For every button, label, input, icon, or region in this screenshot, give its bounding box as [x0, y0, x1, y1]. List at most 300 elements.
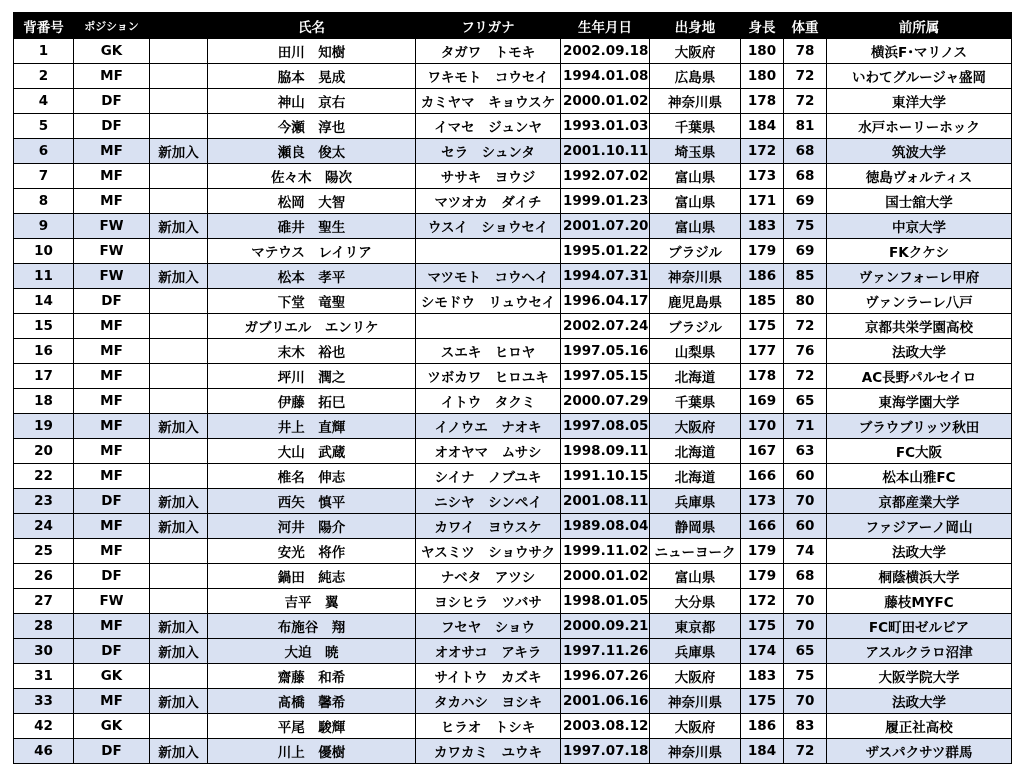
- player-status: [150, 189, 208, 214]
- player-status: 新加入: [150, 264, 208, 289]
- player-position: MF: [74, 464, 150, 489]
- player-number: 15: [14, 314, 74, 339]
- player-status: 新加入: [150, 614, 208, 639]
- player-number: 42: [14, 714, 74, 739]
- player-weight: 69: [784, 239, 827, 264]
- table-row: [14, 489, 1012, 514]
- player-previous-club: 履正社高校: [827, 714, 1012, 739]
- player-name: 西矢 慎平: [208, 489, 416, 514]
- player-furigana: ナベタ アツシ: [416, 564, 561, 589]
- player-name: 川上 優樹: [208, 739, 416, 764]
- player-height: 186: [741, 264, 784, 289]
- player-position: MF: [74, 164, 150, 189]
- player-name: 齋藤 和希: [208, 664, 416, 689]
- table-row: [14, 139, 1012, 164]
- player-name: 布施谷 翔: [208, 614, 416, 639]
- player-previous-club: ブラウブリッツ秋田: [827, 414, 1012, 439]
- player-height: 173: [741, 489, 784, 514]
- roster-body: [14, 39, 1012, 764]
- header-row: [14, 13, 1012, 39]
- player-status: 新加入: [150, 214, 208, 239]
- player-birthdate: 1998.01.05: [561, 589, 650, 614]
- player-height: 183: [741, 214, 784, 239]
- player-number: 33: [14, 689, 74, 714]
- player-position: MF: [74, 689, 150, 714]
- player-status: 新加入: [150, 639, 208, 664]
- player-status: [150, 314, 208, 339]
- player-height: 175: [741, 314, 784, 339]
- player-height: 171: [741, 189, 784, 214]
- player-weight: 70: [784, 489, 827, 514]
- player-position: MF: [74, 189, 150, 214]
- player-previous-club: 東洋大学: [827, 89, 1012, 114]
- player-status: [150, 114, 208, 139]
- player-status: [150, 464, 208, 489]
- player-height: 185: [741, 289, 784, 314]
- player-status: [150, 289, 208, 314]
- player-birthdate: 1994.07.31: [561, 264, 650, 289]
- player-birthplace: 富山県: [650, 214, 741, 239]
- player-weight: 68: [784, 164, 827, 189]
- player-number: 16: [14, 339, 74, 364]
- player-height: 169: [741, 389, 784, 414]
- player-birthplace: 富山県: [650, 164, 741, 189]
- player-birthdate: 2002.07.24: [561, 314, 650, 339]
- player-weight: 80: [784, 289, 827, 314]
- player-birthdate: 1996.07.26: [561, 664, 650, 689]
- player-number: 4: [14, 89, 74, 114]
- player-position: MF: [74, 414, 150, 439]
- player-previous-club: 東海学園大学: [827, 389, 1012, 414]
- player-birthplace: ブラジル: [650, 239, 741, 264]
- player-weight: 70: [784, 614, 827, 639]
- table-row: [14, 589, 1012, 614]
- player-previous-club: 筑波大学: [827, 139, 1012, 164]
- player-birthplace: ブラジル: [650, 314, 741, 339]
- table-row: [14, 39, 1012, 64]
- player-status: [150, 89, 208, 114]
- player-name: 佐々木 陽次: [208, 164, 416, 189]
- player-number: 7: [14, 164, 74, 189]
- player-previous-club: 京都共栄学園高校: [827, 314, 1012, 339]
- player-position: MF: [74, 364, 150, 389]
- player-furigana: マツオカ ダイチ: [416, 189, 561, 214]
- header-status: [150, 13, 208, 39]
- player-status: [150, 164, 208, 189]
- player-weight: 60: [784, 464, 827, 489]
- player-number: 2: [14, 64, 74, 89]
- player-name: 平尾 駿輝: [208, 714, 416, 739]
- player-weight: 83: [784, 714, 827, 739]
- header-birthdate: 生年月日: [561, 13, 650, 39]
- player-position: DF: [74, 114, 150, 139]
- player-previous-club: 水戸ホーリーホック: [827, 114, 1012, 139]
- player-number: 18: [14, 389, 74, 414]
- player-height: 178: [741, 364, 784, 389]
- player-height: 175: [741, 614, 784, 639]
- player-height: 172: [741, 589, 784, 614]
- player-number: 28: [14, 614, 74, 639]
- player-number: 25: [14, 539, 74, 564]
- player-height: 180: [741, 39, 784, 64]
- player-name: ガブリエル エンリケ: [208, 314, 416, 339]
- player-birthplace: 神奈川県: [650, 89, 741, 114]
- player-number: 31: [14, 664, 74, 689]
- player-birthdate: 2000.01.02: [561, 564, 650, 589]
- player-previous-club: 国士舘大学: [827, 189, 1012, 214]
- table-row: [14, 189, 1012, 214]
- player-position: MF: [74, 339, 150, 364]
- player-birthdate: 2003.08.12: [561, 714, 650, 739]
- player-previous-club: 横浜F･マリノス: [827, 39, 1012, 64]
- player-previous-club: 京都産業大学: [827, 489, 1012, 514]
- player-previous-club: ヴァンフォーレ甲府: [827, 264, 1012, 289]
- player-furigana: マツモト コウヘイ: [416, 264, 561, 289]
- player-status: [150, 339, 208, 364]
- player-height: 175: [741, 689, 784, 714]
- header-height: 身長: [741, 13, 784, 39]
- player-name: 碓井 聖生: [208, 214, 416, 239]
- player-number: 20: [14, 439, 74, 464]
- player-previous-club: AC長野パルセイロ: [827, 364, 1012, 389]
- table-row: [14, 389, 1012, 414]
- player-weight: 85: [784, 264, 827, 289]
- player-position: MF: [74, 64, 150, 89]
- player-previous-club: 桐蔭横浜大学: [827, 564, 1012, 589]
- player-birthplace: ニューヨーク: [650, 539, 741, 564]
- player-position: DF: [74, 489, 150, 514]
- player-number: 26: [14, 564, 74, 589]
- player-birthdate: 1998.09.11: [561, 439, 650, 464]
- player-previous-club: ザスパクサツ群馬: [827, 739, 1012, 764]
- player-furigana: イマセ ジュンヤ: [416, 114, 561, 139]
- roster-table-container: [13, 12, 1011, 764]
- player-previous-club: 中京大学: [827, 214, 1012, 239]
- player-furigana: [416, 239, 561, 264]
- player-number: 22: [14, 464, 74, 489]
- player-weight: 78: [784, 39, 827, 64]
- player-birthplace: 大阪府: [650, 714, 741, 739]
- table-row: [14, 539, 1012, 564]
- player-height: 179: [741, 564, 784, 589]
- table-row: [14, 289, 1012, 314]
- table-row: [14, 239, 1012, 264]
- table-row: [14, 664, 1012, 689]
- player-weight: 75: [784, 664, 827, 689]
- player-status: [150, 539, 208, 564]
- player-furigana: ヒラオ トシキ: [416, 714, 561, 739]
- player-furigana: セラ シュンタ: [416, 139, 561, 164]
- player-birthdate: 2001.06.16: [561, 689, 650, 714]
- player-position: MF: [74, 389, 150, 414]
- player-position: GK: [74, 714, 150, 739]
- player-position: MF: [74, 614, 150, 639]
- player-position: DF: [74, 739, 150, 764]
- player-previous-club: FC町田ゼルビア: [827, 614, 1012, 639]
- player-birthdate: 2000.09.21: [561, 614, 650, 639]
- player-number: 11: [14, 264, 74, 289]
- player-status: [150, 439, 208, 464]
- player-furigana: シイナ ノブユキ: [416, 464, 561, 489]
- player-birthplace: 千葉県: [650, 389, 741, 414]
- player-name: 松本 孝平: [208, 264, 416, 289]
- header-position: ポジション: [74, 13, 150, 39]
- player-status: [150, 364, 208, 389]
- player-height: 174: [741, 639, 784, 664]
- player-height: 179: [741, 539, 784, 564]
- player-birthdate: 1994.01.08: [561, 64, 650, 89]
- player-status: 新加入: [150, 514, 208, 539]
- player-height: 180: [741, 64, 784, 89]
- player-birthplace: 富山県: [650, 189, 741, 214]
- player-birthdate: 1995.01.22: [561, 239, 650, 264]
- table-row: [14, 464, 1012, 489]
- player-name: 安光 将作: [208, 539, 416, 564]
- player-height: 166: [741, 514, 784, 539]
- player-furigana: フセヤ ショウ: [416, 614, 561, 639]
- player-status: 新加入: [150, 739, 208, 764]
- player-furigana: カワカミ ユウキ: [416, 739, 561, 764]
- player-previous-club: アスルクラロ沼津: [827, 639, 1012, 664]
- player-weight: 68: [784, 139, 827, 164]
- player-weight: 72: [784, 314, 827, 339]
- player-birthplace: 兵庫県: [650, 489, 741, 514]
- player-birthplace: 北海道: [650, 364, 741, 389]
- player-previous-club: 藤枝MYFC: [827, 589, 1012, 614]
- player-birthplace: 東京都: [650, 614, 741, 639]
- player-number: 17: [14, 364, 74, 389]
- player-number: 6: [14, 139, 74, 164]
- player-height: 184: [741, 739, 784, 764]
- player-number: 30: [14, 639, 74, 664]
- player-name: 脇本 晃成: [208, 64, 416, 89]
- player-previous-club: FKクケシ: [827, 239, 1012, 264]
- player-height: 177: [741, 339, 784, 364]
- player-furigana: スエキ ヒロヤ: [416, 339, 561, 364]
- player-birthplace: 山梨県: [650, 339, 741, 364]
- player-weight: 60: [784, 514, 827, 539]
- player-name: 髙橋 馨希: [208, 689, 416, 714]
- player-name: 今瀬 淳也: [208, 114, 416, 139]
- player-previous-club: いわてグルージャ盛岡: [827, 64, 1012, 89]
- player-weight: 72: [784, 364, 827, 389]
- player-height: 166: [741, 464, 784, 489]
- player-birthplace: 神奈川県: [650, 689, 741, 714]
- header-birthplace: 出身地: [650, 13, 741, 39]
- player-weight: 68: [784, 564, 827, 589]
- player-name: 下堂 竜聖: [208, 289, 416, 314]
- player-position: MF: [74, 514, 150, 539]
- player-birthplace: 広島県: [650, 64, 741, 89]
- table-row: [14, 264, 1012, 289]
- player-birthdate: 2000.07.29: [561, 389, 650, 414]
- header-furigana: フリガナ: [416, 13, 561, 39]
- player-weight: 63: [784, 439, 827, 464]
- table-row: [14, 364, 1012, 389]
- table-row: [14, 314, 1012, 339]
- player-number: 27: [14, 589, 74, 614]
- player-previous-club: 大阪学院大学: [827, 664, 1012, 689]
- player-status: [150, 589, 208, 614]
- player-position: FW: [74, 589, 150, 614]
- table-row: [14, 614, 1012, 639]
- player-name: 松岡 大智: [208, 189, 416, 214]
- player-birthplace: 埼玉県: [650, 139, 741, 164]
- table-row: [14, 339, 1012, 364]
- player-birthdate: 1999.11.02: [561, 539, 650, 564]
- player-status: [150, 239, 208, 264]
- player-number: 19: [14, 414, 74, 439]
- player-name: 吉平 翼: [208, 589, 416, 614]
- player-birthdate: 2002.09.18: [561, 39, 650, 64]
- player-status: [150, 564, 208, 589]
- table-row: [14, 114, 1012, 139]
- player-status: [150, 389, 208, 414]
- player-position: GK: [74, 664, 150, 689]
- table-row: [14, 214, 1012, 239]
- table-row: [14, 414, 1012, 439]
- player-previous-club: 法政大学: [827, 689, 1012, 714]
- table-row: [14, 89, 1012, 114]
- player-status: [150, 664, 208, 689]
- player-number: 9: [14, 214, 74, 239]
- player-weight: 72: [784, 739, 827, 764]
- player-furigana: オオヤマ ムサシ: [416, 439, 561, 464]
- player-furigana: [416, 314, 561, 339]
- player-birthplace: 大分県: [650, 589, 741, 614]
- player-weight: 70: [784, 589, 827, 614]
- player-weight: 74: [784, 539, 827, 564]
- header-weight: 体重: [784, 13, 827, 39]
- player-birthdate: 1996.04.17: [561, 289, 650, 314]
- player-position: DF: [74, 89, 150, 114]
- player-status: 新加入: [150, 489, 208, 514]
- player-furigana: シモドウ リュウセイ: [416, 289, 561, 314]
- player-furigana: カミヤマ キョウスケ: [416, 89, 561, 114]
- player-furigana: イノウエ ナオキ: [416, 414, 561, 439]
- player-number: 10: [14, 239, 74, 264]
- player-status: [150, 64, 208, 89]
- player-weight: 72: [784, 89, 827, 114]
- player-status: 新加入: [150, 689, 208, 714]
- player-previous-club: ヴァンラーレ八戸: [827, 289, 1012, 314]
- player-birthplace: 神奈川県: [650, 264, 741, 289]
- player-birthplace: 大阪府: [650, 414, 741, 439]
- player-position: DF: [74, 639, 150, 664]
- player-birthdate: 1989.08.04: [561, 514, 650, 539]
- player-birthdate: 1991.10.15: [561, 464, 650, 489]
- player-status: 新加入: [150, 139, 208, 164]
- player-furigana: ニシヤ シンペイ: [416, 489, 561, 514]
- header-name: 氏名: [208, 13, 416, 39]
- table-row: [14, 714, 1012, 739]
- player-birthdate: 1992.07.02: [561, 164, 650, 189]
- player-weight: 65: [784, 389, 827, 414]
- player-number: 23: [14, 489, 74, 514]
- player-weight: 71: [784, 414, 827, 439]
- player-birthplace: 静岡県: [650, 514, 741, 539]
- player-birthplace: 千葉県: [650, 114, 741, 139]
- player-birthdate: 1997.11.26: [561, 639, 650, 664]
- player-number: 8: [14, 189, 74, 214]
- player-birthplace: 鹿児島県: [650, 289, 741, 314]
- player-previous-club: 松本山雅FC: [827, 464, 1012, 489]
- player-height: 186: [741, 714, 784, 739]
- player-height: 183: [741, 664, 784, 689]
- table-row: [14, 689, 1012, 714]
- roster-table: [13, 12, 1012, 764]
- player-furigana: ヤスミツ ショウサク: [416, 539, 561, 564]
- player-height: 179: [741, 239, 784, 264]
- header-previous-club: 前所属: [827, 13, 1012, 39]
- player-name: 坪川 潤之: [208, 364, 416, 389]
- player-name: 瀬良 俊太: [208, 139, 416, 164]
- player-birthplace: 神奈川県: [650, 739, 741, 764]
- player-birthdate: 1999.01.23: [561, 189, 650, 214]
- table-row: [14, 64, 1012, 89]
- player-name: 河井 陽介: [208, 514, 416, 539]
- player-position: DF: [74, 564, 150, 589]
- player-furigana: タカハシ ヨシキ: [416, 689, 561, 714]
- player-height: 173: [741, 164, 784, 189]
- player-weight: 81: [784, 114, 827, 139]
- player-position: FW: [74, 214, 150, 239]
- player-name: 伊藤 拓巳: [208, 389, 416, 414]
- player-weight: 70: [784, 689, 827, 714]
- player-birthplace: 大阪府: [650, 39, 741, 64]
- player-birthplace: 大阪府: [650, 664, 741, 689]
- player-name: 鍋田 純志: [208, 564, 416, 589]
- player-height: 178: [741, 89, 784, 114]
- player-position: DF: [74, 289, 150, 314]
- table-row: [14, 164, 1012, 189]
- table-row: [14, 514, 1012, 539]
- player-furigana: サイトウ カズキ: [416, 664, 561, 689]
- player-number: 14: [14, 289, 74, 314]
- player-name: 神山 京右: [208, 89, 416, 114]
- player-position: FW: [74, 239, 150, 264]
- player-birthdate: 2001.10.11: [561, 139, 650, 164]
- player-name: 大山 武蔵: [208, 439, 416, 464]
- player-furigana: ササキ ヨウジ: [416, 164, 561, 189]
- player-birthplace: 富山県: [650, 564, 741, 589]
- player-height: 172: [741, 139, 784, 164]
- player-furigana: ウスイ ショウセイ: [416, 214, 561, 239]
- player-furigana: ワキモト コウセイ: [416, 64, 561, 89]
- player-furigana: ヨシヒラ ツバサ: [416, 589, 561, 614]
- player-weight: 75: [784, 214, 827, 239]
- player-furigana: イトウ タクミ: [416, 389, 561, 414]
- player-birthdate: 2001.08.11: [561, 489, 650, 514]
- player-birthdate: 1997.05.15: [561, 364, 650, 389]
- player-status: 新加入: [150, 414, 208, 439]
- table-row: [14, 439, 1012, 464]
- player-birthdate: 1997.08.05: [561, 414, 650, 439]
- player-number: 5: [14, 114, 74, 139]
- player-weight: 69: [784, 189, 827, 214]
- player-position: FW: [74, 264, 150, 289]
- player-previous-club: FC大阪: [827, 439, 1012, 464]
- player-previous-club: ファジアーノ岡山: [827, 514, 1012, 539]
- player-number: 1: [14, 39, 74, 64]
- player-birthplace: 北海道: [650, 439, 741, 464]
- player-position: MF: [74, 139, 150, 164]
- player-birthdate: 1993.01.03: [561, 114, 650, 139]
- player-furigana: オオサコ アキラ: [416, 639, 561, 664]
- player-birthplace: 兵庫県: [650, 639, 741, 664]
- player-previous-club: 徳島ヴォルティス: [827, 164, 1012, 189]
- player-name: 末木 裕也: [208, 339, 416, 364]
